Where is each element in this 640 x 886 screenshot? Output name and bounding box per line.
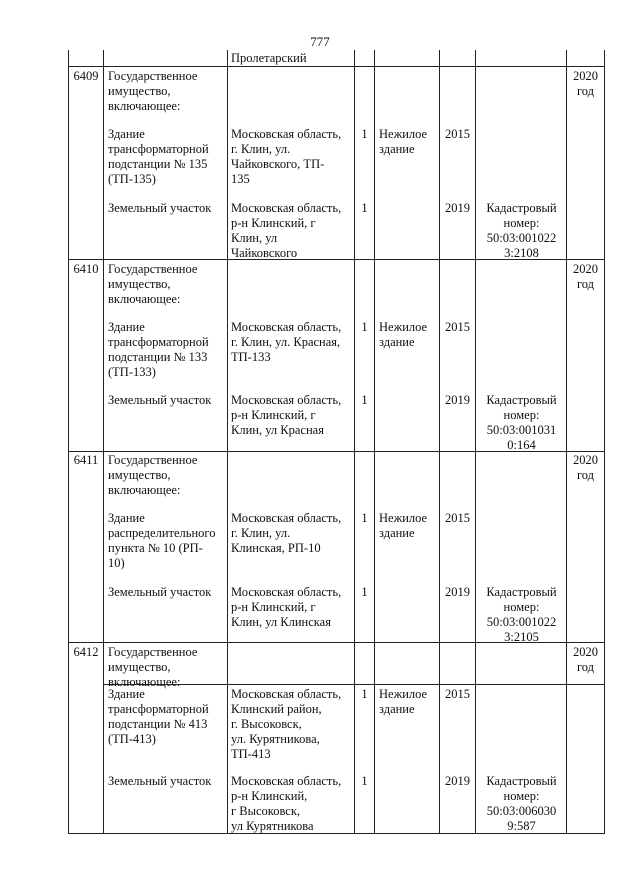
- column-border: [439, 50, 440, 834]
- item-name: Земельный участок: [108, 393, 212, 407]
- column-border: [604, 50, 605, 834]
- record-group-title: Государственное имущество, включающее:: [108, 645, 198, 689]
- item-year: 2015: [445, 320, 470, 334]
- column-border: [475, 50, 476, 834]
- item-name: Здание распределительного пункта № 10 (РП- 10): [108, 511, 216, 570]
- item-quantity: 1: [361, 511, 368, 525]
- item-quantity: 1: [361, 393, 368, 407]
- item-purpose: Нежилое здание: [379, 127, 428, 156]
- item-year: 2019: [445, 774, 470, 788]
- record-number: 6412: [73, 645, 99, 659]
- item-address: Московская область, г. Клин, ул. Клинская, РП-10: [231, 511, 342, 555]
- item-address: Московская область, г. Клин, ул. Чайковского, ТП- 135: [231, 127, 342, 186]
- inclusion-year: 2020 год: [573, 645, 598, 674]
- item-name: Земельный участок: [108, 774, 212, 788]
- item-name: Земельный участок: [108, 585, 212, 599]
- column-border: [68, 50, 69, 834]
- record-number: 6409: [73, 69, 99, 83]
- item-address: Московская область, р-н Клинский, г Высоковск, ул Курятникова: [231, 774, 342, 833]
- item-quantity: 1: [361, 320, 368, 334]
- item-cadastral-number: Кадастровый номер: 50:03:006030 9:587: [486, 774, 557, 833]
- item-address: Московская область, Клинский район, г. Высоковск, ул. Курятникова, ТП-413: [231, 687, 342, 761]
- item-name: Здание трансформаторной подстанции № 413 (ТП-413): [108, 687, 209, 746]
- item-purpose: Нежилое здание: [379, 687, 428, 716]
- item-name: Здание трансформаторной подстанции № 133 (ТП-133): [108, 320, 209, 379]
- item-purpose: Нежилое здание: [379, 320, 428, 349]
- record-group-title: Государственное имущество, включающее:: [108, 453, 198, 497]
- item-address: Московская область, р-н Клинский, г Клин, ул Красная: [231, 393, 342, 437]
- inclusion-year: 2020 год: [573, 262, 598, 291]
- item-name: Здание трансформаторной подстанции № 135 (ТП-135): [108, 127, 209, 186]
- record-group-title: Государственное имущество, включающее:: [108, 262, 198, 306]
- item-cadastral-number: Кадастровый номер: 50:03:001022 3:2105: [486, 585, 557, 644]
- record-number: 6411: [73, 453, 99, 467]
- item-cadastral-number: Кадастровый номер: 50:03:001022 3:2108: [486, 201, 557, 260]
- item-name: Земельный участок: [108, 201, 212, 215]
- item-year: 2019: [445, 201, 470, 215]
- column-border: [374, 50, 375, 834]
- column-border: [227, 50, 228, 834]
- page-number: 777: [310, 34, 330, 49]
- inclusion-year: 2020 год: [573, 69, 598, 98]
- item-year: 2015: [445, 127, 470, 141]
- item-quantity: 1: [361, 201, 368, 215]
- inclusion-year: 2020 год: [573, 453, 598, 482]
- record-number: 6410: [73, 262, 99, 276]
- item-purpose: Нежилое здание: [379, 511, 428, 540]
- record-group-title: Государственное имущество, включающее:: [108, 69, 198, 113]
- item-quantity: 1: [361, 687, 368, 701]
- item-address: Московская область, р-н Клинский, г Клин, ул Чайковского: [231, 201, 342, 260]
- item-year: 2019: [445, 393, 470, 407]
- item-year: 2019: [445, 585, 470, 599]
- item-quantity: 1: [361, 585, 368, 599]
- column-border: [566, 50, 567, 834]
- item-quantity: 1: [361, 774, 368, 788]
- carryover-address: Пролетарский: [231, 51, 307, 65]
- item-year: 2015: [445, 687, 470, 701]
- item-address: Московская область, р-н Клинский, г Клин, ул Клинская: [231, 585, 342, 629]
- item-address: Московская область, г. Клин, ул. Красная, ТП-133: [231, 320, 342, 364]
- item-cadastral-number: Кадастровый номер: 50:03:001031 0:164: [486, 393, 557, 452]
- row-border: [68, 66, 605, 67]
- item-year: 2015: [445, 511, 470, 525]
- item-quantity: 1: [361, 127, 368, 141]
- column-border: [103, 50, 104, 834]
